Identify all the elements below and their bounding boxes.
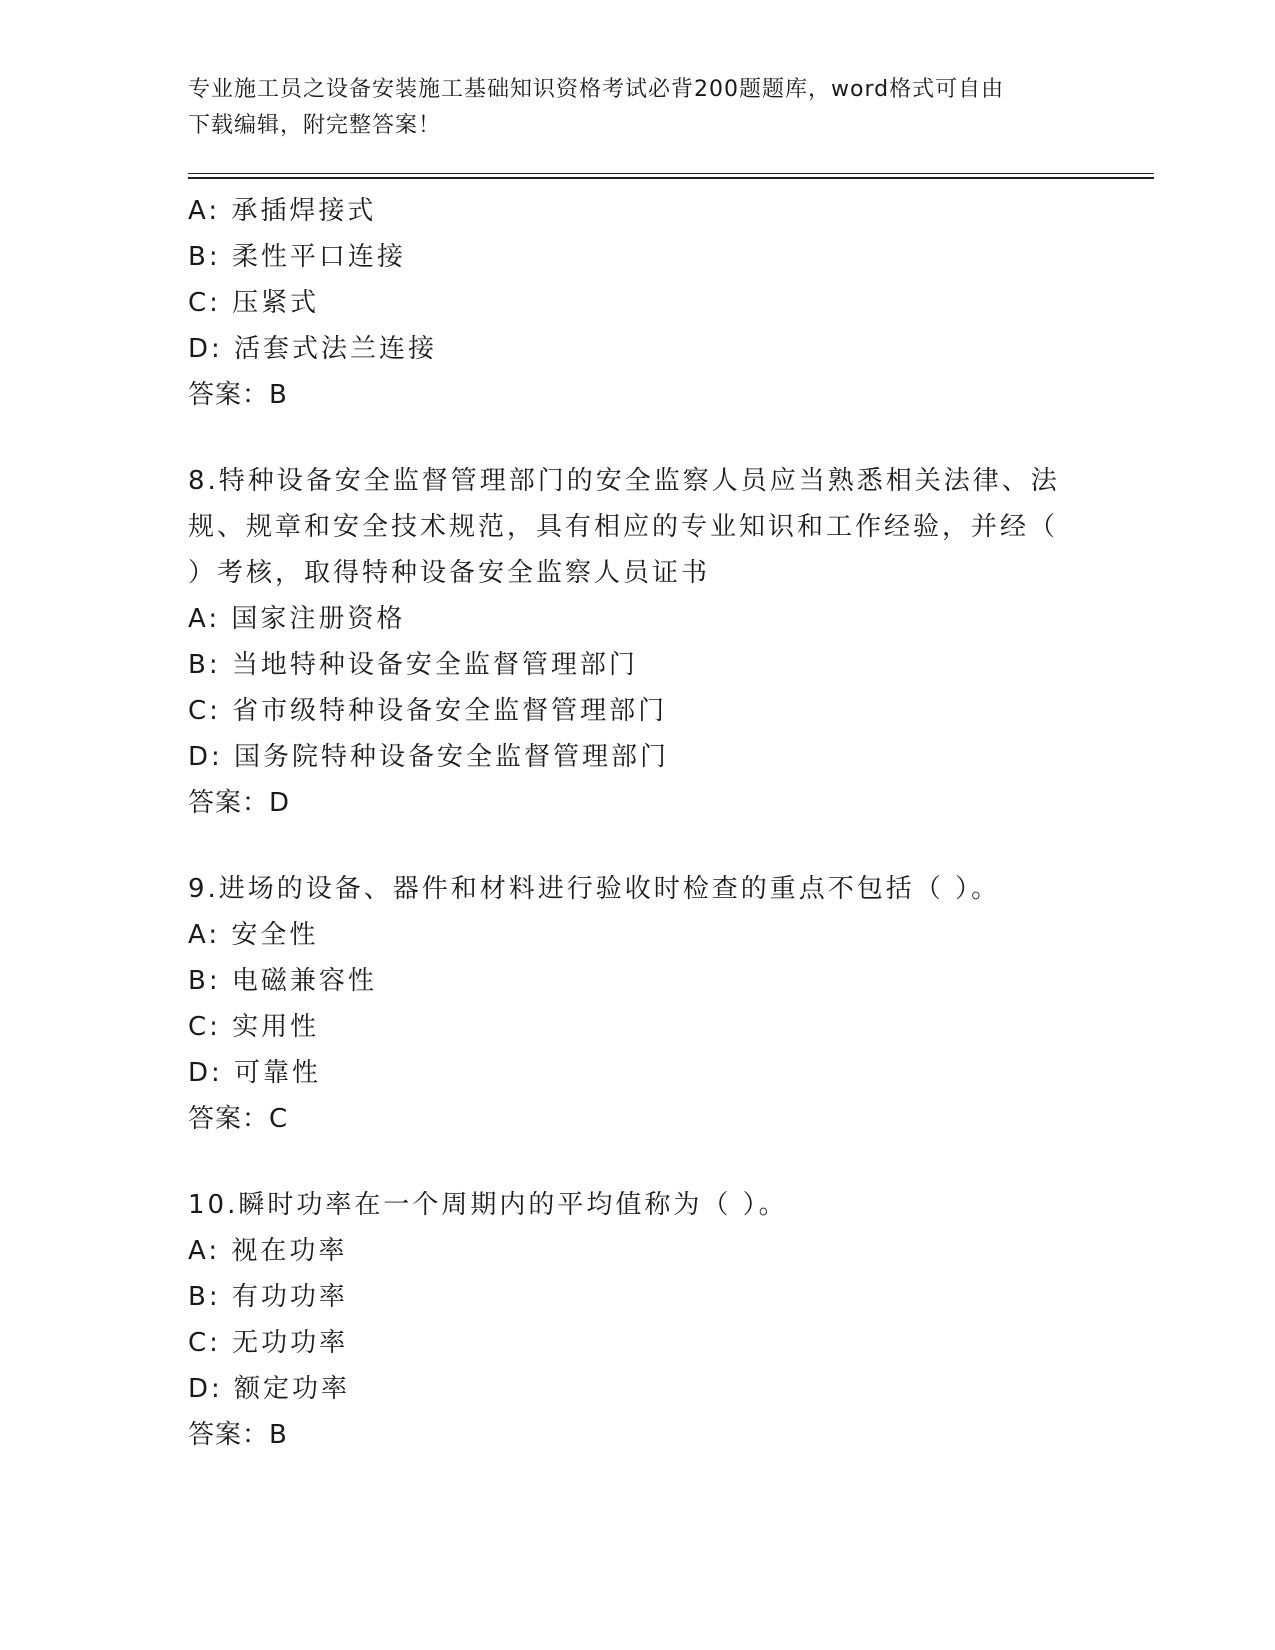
header-rule-thick: [188, 177, 1154, 179]
option-c: C: 实用性: [188, 1012, 320, 1042]
option-d: D: 国务院特种设备安全监督管理部门: [188, 742, 670, 772]
option-b: B: 电磁兼容性: [188, 966, 377, 996]
option-b: B: 柔性平口连接: [188, 242, 406, 272]
option-c: C: 无功功率: [188, 1328, 349, 1358]
document-header: [188, 72, 1088, 144]
option-a: A: 承插焊接式: [188, 196, 377, 226]
question-text-line: 9.进场的设备、器件和材料进行验收时检查的重点不包括（ ）。: [188, 874, 1001, 904]
option-d: D: 活套式法兰连接: [188, 334, 438, 364]
answer-label: 答案：B: [188, 1420, 288, 1450]
option-a: A: 安全性: [188, 920, 319, 950]
question-9: [188, 866, 1068, 1142]
question-text-line: 规、规章和安全技术规范，具有相应的专业知识和工作经验，并经（: [188, 512, 1059, 542]
question-text-line: 8.特种设备安全监督管理部门的安全监察人员应当熟悉相关法律、法: [188, 466, 1060, 496]
answer-label: 答案：B: [188, 380, 288, 410]
option-b: B: 当地特种设备安全监督管理部门: [188, 650, 638, 680]
option-b: B: 有功功率: [188, 1282, 348, 1312]
header-rule-thin: [188, 173, 1154, 174]
question-7: [188, 188, 1068, 418]
answer-label: 答案：C: [188, 1104, 289, 1134]
question-text-line: ）考核，取得特种设备安全监察人员证书: [188, 558, 711, 588]
question-10: [188, 1182, 1068, 1458]
option-c: C: 压紧式: [188, 288, 320, 318]
answer-label: 答案：D: [188, 788, 291, 818]
option-d: D: 额定功率: [188, 1374, 351, 1404]
question-list: [188, 188, 1068, 1458]
header-line-1: 专业施工员之设备安装施工基础知识资格考试必背200题题库，word格式可自由: [188, 77, 1005, 102]
header-line-2: 下载编辑，附完整答案！: [188, 113, 442, 138]
question-text-line: 10.瞬时功率在一个周期内的平均值称为（ ）。: [188, 1190, 788, 1220]
option-a: A: 国家注册资格: [188, 604, 406, 634]
question-8: [188, 458, 1068, 826]
option-c: C: 省市级特种设备安全监督管理部门: [188, 696, 668, 726]
option-d: D: 可靠性: [188, 1058, 322, 1088]
option-a: A: 视在功率: [188, 1236, 348, 1266]
